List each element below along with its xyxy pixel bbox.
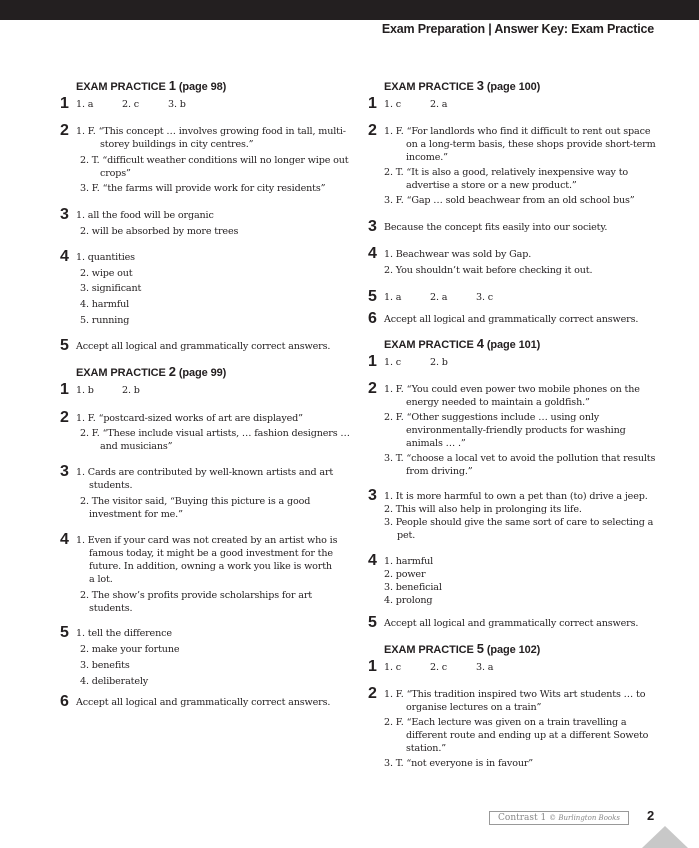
answer-line: 4. prolong xyxy=(384,595,433,606)
answer-line: 1. a 2. a 3. c xyxy=(384,292,493,303)
answer-line: 2. F. “These include visual artists, … fashion designers … xyxy=(80,428,350,439)
corner-triangle-decoration xyxy=(642,826,688,848)
page-number: 2 xyxy=(647,808,655,823)
answer-line: 2. wipe out xyxy=(80,268,133,279)
answer-line: 3. significant xyxy=(80,283,142,294)
answer-line: 1. Even if your card was not created by an artist who is xyxy=(76,535,338,546)
answer-line: 2. The show’s profits provide scholarships for art xyxy=(80,590,312,601)
answer-line: organise lectures on a train” xyxy=(406,702,542,713)
answer-line: 1. a 2. c 3. b xyxy=(76,99,186,110)
answer-line: 1. c 2. c 3. a xyxy=(384,662,494,673)
answer-line: Because the concept fits easily into our society. xyxy=(384,222,608,233)
question-number: 1 xyxy=(368,95,377,112)
question-number: 5 xyxy=(368,288,377,305)
footer-copyright: Contrast 1 © Burlington Books xyxy=(489,811,629,825)
question-number: 2 xyxy=(60,122,69,139)
question-number: 3 xyxy=(60,463,69,480)
answer-line: 3. F. “the farms will provide work for city residents” xyxy=(80,183,326,194)
question-number: 1 xyxy=(60,381,69,398)
answer-line: Accept all logical and grammatically correct answers. xyxy=(384,618,639,629)
answer-line: Accept all logical and grammatically correct answers. xyxy=(76,341,331,352)
question-number: 1 xyxy=(368,353,377,370)
answer-line: 2. The visitor said, “Buying this picture is a good xyxy=(80,496,311,507)
answer-line: 2. T. “It is also a good, relatively inexpensive way to xyxy=(384,167,629,178)
section-title-ep2: EXAM PRACTICE 2 (page 99) xyxy=(76,364,227,379)
answer-line: on a long-term basis, these shops provide short-term xyxy=(406,139,656,150)
answer-line: 3. People should give the same sort of care to selecting a xyxy=(384,517,654,528)
answer-line: famous today, it might be a good investment for the xyxy=(89,548,333,559)
answer-line: 1. all the food will be organic xyxy=(76,210,214,221)
answer-line: 2. F. “Each lecture was given on a train travelling a xyxy=(384,717,627,728)
answer-line: animals … .” xyxy=(406,438,466,449)
answer-line: energy needed to maintain a goldfish.” xyxy=(406,397,590,408)
question-number: 4 xyxy=(60,248,69,265)
question-number: 3 xyxy=(60,206,69,223)
answer-line: 1. Cards are contributed by well-known artists and art xyxy=(76,467,334,478)
question-number: 1 xyxy=(368,658,377,675)
answer-line: different route and ending up at a different Soweto xyxy=(406,730,649,741)
answer-line: students. xyxy=(89,603,133,614)
question-number: 4 xyxy=(368,245,377,262)
answer-line: 1. b 2. b xyxy=(76,385,140,396)
answer-line: 2. will be absorbed by more trees xyxy=(80,226,239,237)
answer-line: 1. harmful xyxy=(384,556,434,567)
answer-line: 3. benefits xyxy=(80,660,130,671)
question-number: 6 xyxy=(60,693,69,710)
answer-line: 4. harmful xyxy=(80,299,130,310)
answer-line: income.” xyxy=(406,152,448,163)
answer-line: 2. This will also help in prolonging its life. xyxy=(384,504,582,515)
question-number: 2 xyxy=(60,409,69,426)
answer-line: from driving.” xyxy=(406,466,473,477)
question-number: 6 xyxy=(368,310,377,327)
answer-line: pet. xyxy=(397,530,416,541)
page-header: Exam Preparation | Answer Key: Exam Practice xyxy=(381,22,654,36)
answer-line: investment for me.” xyxy=(89,509,183,520)
section-title-ep5: EXAM PRACTICE 5 (page 102) xyxy=(384,641,541,656)
answer-line: advertise a store or a new product.” xyxy=(406,180,577,191)
section-title-ep4: EXAM PRACTICE 4 (page 101) xyxy=(384,336,541,351)
answer-line: 3. F. “Gap … sold beachwear from an old school bus” xyxy=(384,195,635,206)
answer-line: and musicians” xyxy=(100,441,173,452)
answer-line: 2. T. “difficult weather conditions will no longer wipe out xyxy=(80,155,349,166)
answer-line: future. In addition, owning a work you like is worth xyxy=(89,561,332,572)
answer-line: 1. Beachwear was sold by Gap. xyxy=(384,249,532,260)
section-title-ep1: EXAM PRACTICE 1 (page 98) xyxy=(76,78,227,93)
answer-line: 5. running xyxy=(80,315,130,326)
question-number: 2 xyxy=(368,685,377,702)
top-bar xyxy=(0,0,699,20)
answer-line: 1. F. “For landlords who find it difficult to rent out space xyxy=(384,126,651,137)
answer-line: a lot. xyxy=(89,574,113,585)
answer-line: 2. You shouldn’t wait before checking it out. xyxy=(384,265,593,276)
answer-line: storey buildings in city centres.” xyxy=(100,139,254,150)
answer-line: students. xyxy=(89,480,133,491)
answer-line: environmentally-friendly products for washing xyxy=(406,425,626,436)
answer-line: 2. power xyxy=(384,569,426,580)
answer-line: 1. F. “This tradition inspired two Wits art students … to xyxy=(384,689,646,700)
answer-line: 1. c 2. b xyxy=(384,357,448,368)
answer-line: station.” xyxy=(406,743,446,754)
answer-line: 4. deliberately xyxy=(80,676,149,687)
question-number: 3 xyxy=(368,218,377,235)
answer-line: 3. T. “not everyone is in favour” xyxy=(384,758,534,769)
answer-line: 3. beneficial xyxy=(384,582,442,593)
question-number: 5 xyxy=(60,624,69,641)
question-number: 1 xyxy=(60,95,69,112)
section-title-ep3: EXAM PRACTICE 3 (page 100) xyxy=(384,78,541,93)
answer-line: 1. c 2. a xyxy=(384,99,448,110)
answer-line: 2. make your fortune xyxy=(80,644,180,655)
question-number: 3 xyxy=(368,487,377,504)
answer-line: crops” xyxy=(100,168,131,179)
answer-line: Accept all logical and grammatically correct answers. xyxy=(76,697,331,708)
question-number: 4 xyxy=(368,552,377,569)
answer-line: 1. F. “You could even power two mobile phones on the xyxy=(384,384,640,395)
answer-line: 1. quantities xyxy=(76,252,135,263)
answer-line: 1. F. “postcard-sized works of art are displayed” xyxy=(76,413,303,424)
answer-line: 1. tell the difference xyxy=(76,628,172,639)
answer-line: 1. F. “This concept … involves growing food in tall, multi- xyxy=(76,126,346,137)
question-number: 4 xyxy=(60,531,69,548)
answer-line: 1. It is more harmful to own a pet than (to) drive a jeep. xyxy=(384,491,648,502)
answer-line: 2. F. “Other suggestions include … using only xyxy=(384,412,600,423)
question-number: 2 xyxy=(368,122,377,139)
answer-line: 3. T. “choose a local vet to avoid the pollution that results xyxy=(384,453,656,464)
question-number: 2 xyxy=(368,380,377,397)
question-number: 5 xyxy=(60,337,69,354)
question-number: 5 xyxy=(368,614,377,631)
answer-line: Accept all logical and grammatically correct answers. xyxy=(384,314,639,325)
